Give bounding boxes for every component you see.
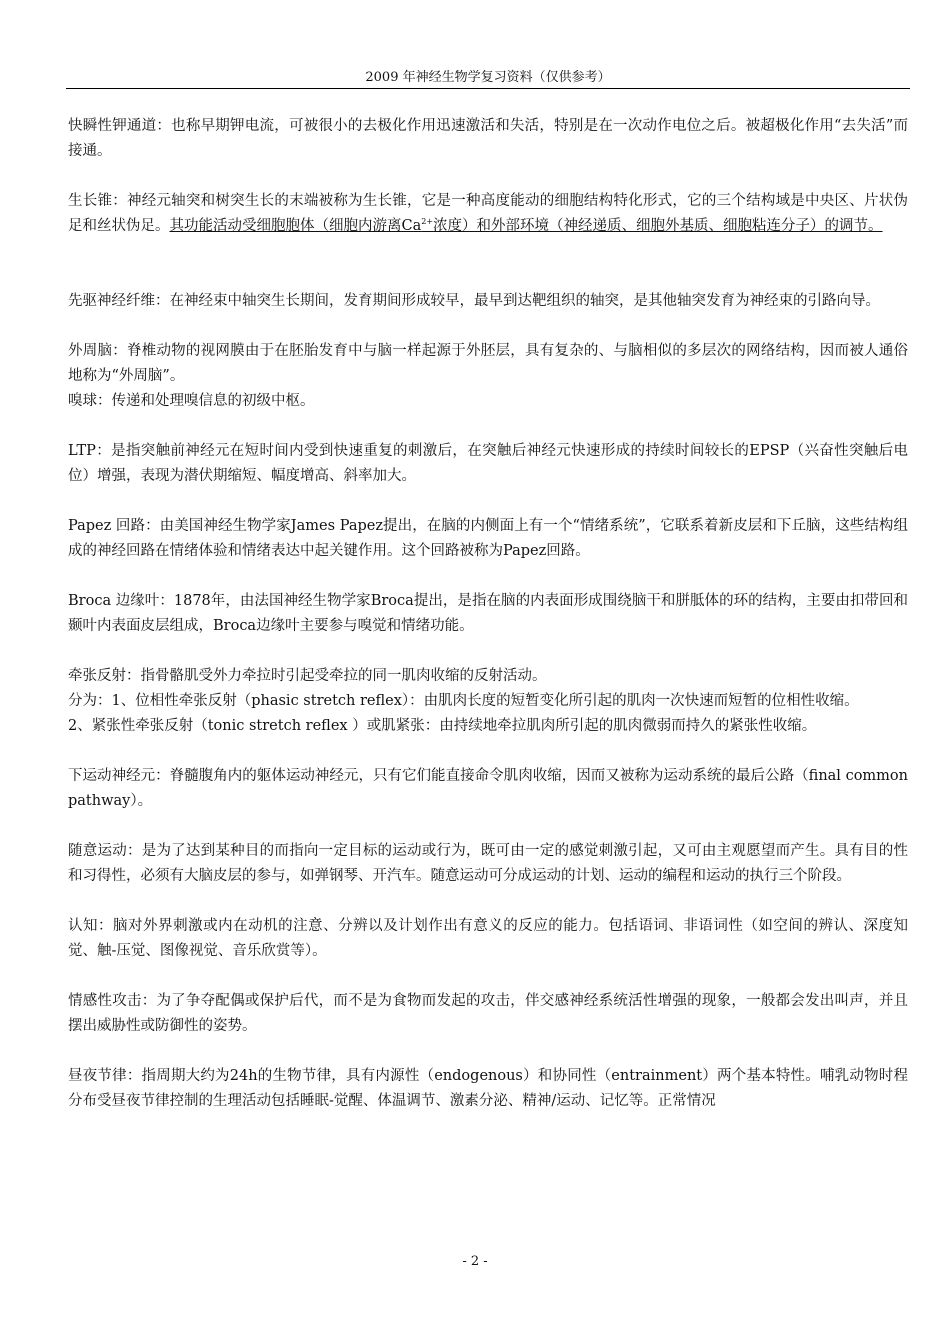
paragraph-voluntary-movement: 随意运动：是为了达到某种目的而指向一定目标的运动或行为，既可由一定的感觉刺激引起，又可由主观愿望而产生。具有目的性和习得性，必须有大脑皮层的参与，如弹钢琴、开汽车。随意运动可分成运动的计划、运动的编程和运动的执行三个阶段。 (68, 843, 908, 884)
paragraph-circadian-rhythm: 昼夜节律：指周期大约为24h的生物节律，具有内源性（endogenous）和协同性（entrainment）两个基本特性。哺乳动物时程分布受昼夜节律控制的生理活动包括睡眠-觉醒、体温调节、激素分泌、精神/运动、记忆等。正常情况 (68, 1068, 908, 1109)
paragraph-olfactory-bulb: 嗅球：传递和处理嗅信息的初级中枢。 (68, 393, 315, 409)
growth-cone-underlined (170, 218, 883, 234)
paragraph-growth-cone (68, 189, 908, 239)
paragraph-affective-aggression: 情感性攻击：为了争夺配偶或保护后代，而不是为食物而发起的攻击，伴交感神经系统活性增强的现象，一般都会发出叫声，并且摆出威胁性或防御性的姿势。 (68, 993, 908, 1034)
paragraph-stretch-reflex-type1: 分为：1、位相性牵张反射（phasic stretch reflex）：由肌肉长度的短暂变化所引起的肌肉一次快速而短暂的位相性收缩。 (68, 693, 859, 709)
calcium-superscript: 2+ (421, 217, 434, 227)
paragraph-lower-motor-neuron: 下运动神经元：脊髓腹角内的躯体运动神经元，只有它们能直接命令肌肉收缩，因而又被称为运动系统的最后公路（final common pathway）。 (68, 768, 908, 809)
document-body (68, 114, 908, 1139)
paragraph-papez-circuit: Papez 回路：由美国神经生物学家James Papez提出，在脑的内侧面上有一个“情绪系统”，它联系着新皮层和下丘脑，这些结构组成的神经回路在情绪体验和情绪表达中起关键作用。这个回路被称为Papez回路。 (68, 518, 908, 559)
paragraph-ltp: LTP：是指突触前神经元在短时间内受到快速重复的刺激后，在突触后神经元快速形成的持续时间较长的EPSP（兴奋性突触后电位）增强，表现为潜伏期缩短、幅度增高、斜率加大。 (68, 443, 908, 484)
paragraph-stretch-reflex: 牵张反射：指骨骼肌受外力牵拉时引起受牵拉的同一肌肉收缩的反射活动。 (68, 668, 547, 684)
growth-cone-text: 生长锥：神经元轴突和树突生长的末端被称为生长锥，它是一种高度能动的细胞结构特化形式，它的三个结构域是中央区、片状伪足和丝状伪足。 (68, 193, 908, 234)
underlined-text-part1: 其功能活动受细胞胞体（细胞内游离Ca (169, 218, 422, 234)
blank-line (68, 264, 908, 289)
page-number: - 2 - (462, 1254, 488, 1269)
paragraph-fast-potassium-channel: 快瞬性钾通道：也称早期钾电流，可被很小的去极化作用迅速激活和失活，特别是在一次动作电位之后。被超极化作用“去失活”而接通。 (68, 118, 908, 159)
paragraph-broca-limbic-lobe: Broca 边缘叶：1878年，由法国神经生物学家Broca提出，是指在脑的内表面形成围绕脑干和胼胝体的环的结构，主要由扣带回和颞叶内表面皮层组成，Broca边缘叶主要参与嗅觉和情绪功能。 (68, 593, 908, 634)
paragraph-pioneer-fiber: 先驱神经纤维：在神经束中轴突生长期间，发育期间形成较早，最早到达靶组织的轴突，是其他轴突发育为神经束的引路向导。 (68, 293, 880, 309)
paragraph-peripheral-brain: 外周脑：脊椎动物的视网膜由于在胚胎发育中与脑一样起源于外胚层，具有复杂的、与脑相似的多层次的网络结构，因而被人通俗地称为“外周脑”。 (68, 343, 908, 384)
page-header: 2009 年神经生物学复习资料（仅供参考） (66, 68, 910, 89)
paragraph-cognition: 认知：脑对外界刺激或内在动机的注意、分辨以及计划作出有意义的反应的能力。包括语词、非语词性（如空间的辨认、深度知觉、触-压觉、图像视觉、音乐欣赏等）。 (68, 918, 908, 959)
paragraph-stretch-reflex-type2: 2、紧张性牵张反射（tonic stretch reflex ）或肌紧张：由持续地牵拉肌肉所引起的肌肉微弱而持久的紧张性收缩。 (68, 718, 817, 734)
underlined-text-part2: 浓度）和外部环境（神经递质、细胞外基质、细胞粘连分子）的调节。 (433, 218, 883, 234)
